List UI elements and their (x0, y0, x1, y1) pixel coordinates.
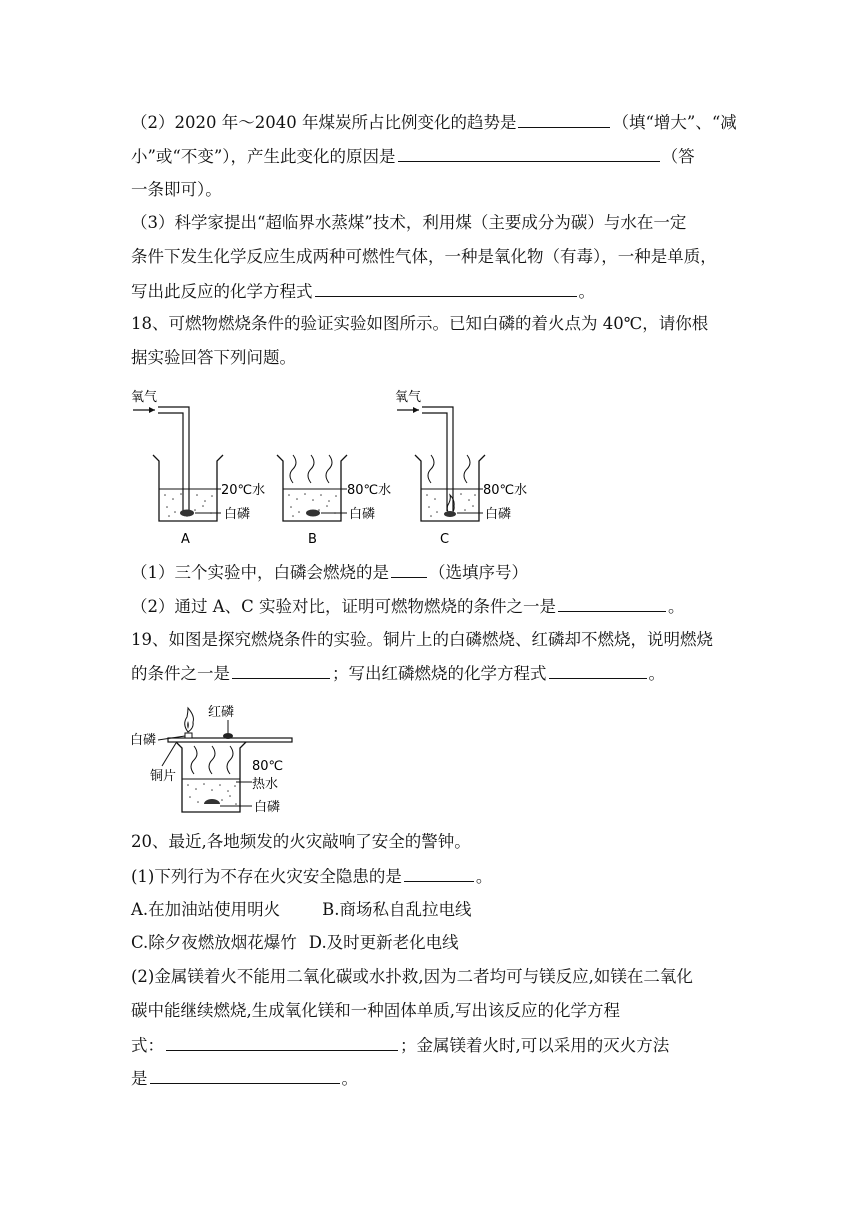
q20-options-cd (131, 932, 459, 954)
temp-label: 80℃ (252, 759, 284, 774)
water-label: 20℃水 (221, 483, 266, 498)
answer-blank[interactable] (558, 595, 666, 612)
answer-blank[interactable] (404, 865, 474, 882)
text: ；写出红磷燃烧的化学方程式 (332, 664, 547, 683)
letter-a: A (181, 532, 190, 547)
answer-blank[interactable] (166, 1034, 398, 1051)
text: ；金属镁着火时,可以采用的灭火方法 (400, 1036, 670, 1055)
answer-blank[interactable] (549, 662, 647, 679)
option-b: B.商场私自乱拉电线 (322, 900, 472, 919)
water-label: 80℃水 (483, 483, 528, 498)
q18-figure (125, 383, 545, 548)
answer-blank[interactable] (518, 111, 610, 128)
q18-p2 (131, 595, 685, 618)
answer-blank[interactable] (391, 561, 427, 578)
option-c: C.除夕夜燃放烟花爆竹 (131, 933, 297, 952)
oxygen-label: 氧气 (395, 390, 422, 405)
text: （2）通过 A、C 实验对比，证明可燃物燃烧的条件之一是 (131, 597, 557, 616)
q18-stem-line1: 18、可燃物燃烧条件的验证实验如图所示。已知白磷的着火点为 40℃，请你根 (131, 314, 709, 333)
q20-p2-line1: (2)金属镁着火不能用二氧化碳或水扑救,因为二者均可与镁反应,如镁在二氧化 (131, 967, 693, 986)
text: （填“增大”、“减 (612, 113, 737, 132)
q18-p1 (131, 561, 528, 584)
q19-line1: 19、如图是探究燃烧条件的实验。铜片上的白磷燃烧、红磷却不燃烧，说明燃烧 (131, 630, 713, 649)
text: 小”或“不变”），产生此变化的原因是 (131, 147, 396, 166)
q19-line2 (131, 662, 665, 685)
q17-p2-line1 (131, 111, 737, 134)
text: 。 (648, 664, 665, 683)
answer-blank[interactable] (232, 662, 330, 679)
letter-b: B (308, 532, 317, 547)
phosphorus-label: 白磷 (485, 507, 512, 522)
red-phosphorus-label: 红磷 (208, 705, 235, 720)
answer-blank[interactable] (398, 145, 660, 162)
q20-p1 (131, 865, 492, 888)
q17-p3-line1: （3）科学家提出“超临界水蒸煤”技术，利用煤（主要成分为碳）与水在一定 (131, 213, 687, 232)
text: （答 (661, 147, 695, 166)
phosphorus-label: 白磷 (224, 507, 251, 522)
text: 的条件之一是 (131, 664, 230, 683)
option-d: D.及时更新老化电线 (308, 933, 459, 952)
beaker-a (131, 390, 265, 547)
text: 。 (341, 1069, 358, 1088)
text: （选填序号） (429, 563, 528, 582)
text: 。 (668, 597, 685, 616)
text: (1)下列行为不存在火灾安全隐患的是 (131, 867, 402, 886)
q20-p2-line4 (131, 1067, 358, 1090)
white-phosphorus-bottom-label: 白磷 (254, 800, 281, 815)
beaker-c (395, 390, 527, 547)
text: （1）三个实验中，白磷会燃烧的是 (131, 563, 389, 582)
option-a: A.在加油站使用明火 (131, 900, 281, 919)
text: 式： (131, 1036, 164, 1055)
answer-blank[interactable] (315, 280, 577, 297)
q20-options-ab (131, 899, 472, 921)
text: 写出此反应的化学方程式 (131, 282, 313, 301)
phosphorus-label: 白磷 (349, 507, 376, 522)
copper-sheet-label: 铜片 (150, 769, 177, 784)
text: 。 (578, 282, 595, 301)
text: （2）2020 年～2040 年煤炭所占比例变化的趋势是 (131, 113, 517, 132)
q17-p3-line3 (131, 280, 595, 303)
letter-c: C (440, 532, 450, 547)
q17-p2-line3: 一条即可）。 (131, 180, 222, 199)
q17-p2-line2 (131, 145, 695, 168)
beaker-b (277, 455, 391, 547)
answer-blank[interactable] (150, 1067, 340, 1084)
white-phosphorus-top-label: 白磷 (130, 733, 157, 748)
text: 。 (475, 867, 493, 886)
text: 是 (131, 1069, 148, 1088)
oxygen-label: 氧气 (131, 390, 158, 405)
q18-stem-line2: 据实验回答下列问题。 (131, 348, 296, 367)
q17-p3-line2: 条件下发生化学反应生成两种可燃性气体，一种是氧化物（有毒），一种是单质， (131, 247, 717, 266)
q20-stem: 20、最近,各地频发的火灾敲响了安全的警钟。 (131, 832, 471, 851)
q20-p2-line2: 碳中能继续燃烧,生成氧化镁和一种固体单质,写出该反应的化学方程 (131, 1001, 620, 1020)
q19-figure (128, 700, 318, 820)
water-label: 80℃水 (347, 483, 392, 498)
q20-p2-line3 (131, 1034, 669, 1057)
hot-water-label: 热水 (252, 777, 279, 792)
